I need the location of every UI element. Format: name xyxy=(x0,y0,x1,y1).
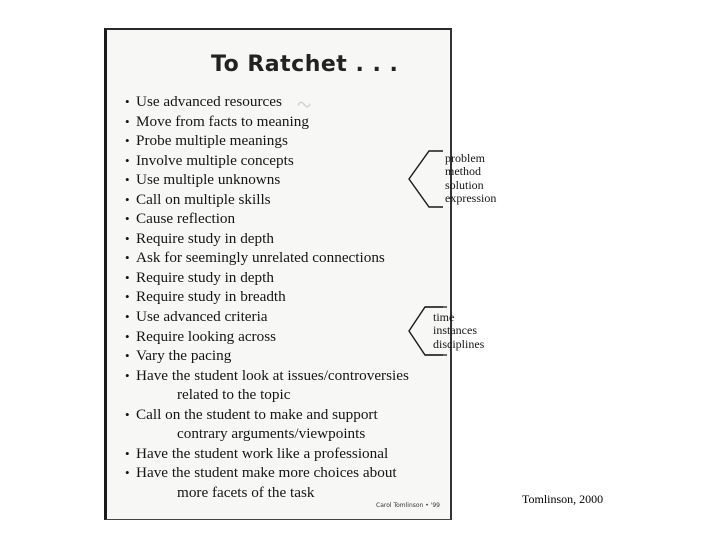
attribution: Tomlinson, 2000 xyxy=(522,492,604,506)
list-item xyxy=(125,385,409,405)
list-item-text: more facets of the task xyxy=(177,483,315,501)
list-item-text: Require looking across xyxy=(136,327,277,345)
list-item-text: Have the student make more choices about xyxy=(136,464,397,482)
list-item-text: Involve multiple concepts xyxy=(136,151,294,169)
list-item-text: contrary arguments/viewpoints xyxy=(177,425,366,443)
bullet-icon: • xyxy=(125,250,130,266)
bullet-icon: • xyxy=(125,172,130,188)
list-item-text: related to the topic xyxy=(177,386,291,404)
list-item-text: Require study in depth xyxy=(136,229,274,247)
bullet-list xyxy=(125,92,409,502)
list-item-text: Use multiple unknowns xyxy=(136,171,281,189)
list-item xyxy=(125,92,409,112)
list-item-text: Ask for seemingly unrelated connections xyxy=(136,249,385,267)
brace-item: time xyxy=(433,310,455,324)
list-item xyxy=(125,248,409,268)
list-item-text: Use advanced resources xyxy=(136,93,282,110)
list-item-text: Require study in breadth xyxy=(136,288,286,306)
list-item xyxy=(125,131,409,151)
list-item-text: Use advanced criteria xyxy=(136,308,268,326)
bullet-icon: • xyxy=(125,152,130,168)
list-item-text: Require study in depth xyxy=(136,268,274,286)
brace-item: expression xyxy=(445,191,497,206)
list-item-text: Have the student look at issues/controversies xyxy=(136,366,409,384)
page-title: To Ratchet . . . xyxy=(211,52,399,77)
list-item xyxy=(125,346,409,366)
brace-item: solution xyxy=(445,177,484,192)
list-item xyxy=(125,112,409,132)
bullet-icon: • xyxy=(125,230,130,246)
list-item xyxy=(125,327,409,347)
bullet-icon: • xyxy=(125,289,130,305)
list-item xyxy=(125,170,409,190)
bullet-icon: • xyxy=(125,269,130,285)
list-item xyxy=(125,209,409,229)
bullet-icon: • xyxy=(125,191,130,207)
scanned-page xyxy=(104,28,497,520)
list-item-text: Probe multiple meanings xyxy=(136,132,288,150)
bullet-icon: • xyxy=(125,328,130,344)
list-item-text: Have the student work like a professional xyxy=(136,444,389,462)
bullet-icon: • xyxy=(125,465,130,481)
bullet-icon: • xyxy=(125,348,130,364)
list-item xyxy=(125,366,409,386)
brace-item: problem xyxy=(445,151,485,165)
brace-item: disciplines xyxy=(433,336,485,351)
brace-item: method xyxy=(445,164,481,179)
scan-artifact: ~ xyxy=(294,88,315,121)
list-item xyxy=(125,268,409,288)
brace-unknowns xyxy=(407,149,547,211)
bullet-icon: • xyxy=(125,445,130,461)
list-item xyxy=(125,463,409,483)
bullet-icon: • xyxy=(125,113,130,129)
brace-item: instances xyxy=(433,323,477,338)
brace-unknowns-list xyxy=(445,152,496,206)
list-item xyxy=(125,483,409,503)
bullet-icon: • xyxy=(125,406,130,422)
list-item-text: Call on multiple skills xyxy=(136,190,271,208)
bullet-icon: • xyxy=(125,211,130,227)
list-item-text: Vary the pacing xyxy=(136,347,232,365)
list-item xyxy=(125,287,409,307)
bullet-icon: • xyxy=(125,309,130,325)
brace-across xyxy=(407,306,547,356)
bullet-icon: • xyxy=(125,367,130,383)
brace-icon xyxy=(407,149,447,211)
list-item-text: Cause reflection xyxy=(136,210,236,228)
list-item-text: Call on the student to make and support xyxy=(136,405,378,423)
list-item xyxy=(125,229,409,249)
list-item xyxy=(125,190,409,210)
brace-across-list xyxy=(433,311,484,351)
bullet-icon: • xyxy=(125,133,130,149)
list-item xyxy=(125,151,409,171)
bullet-icon: • xyxy=(125,94,130,109)
list-item xyxy=(125,424,409,444)
credit-line: Carol Tomlinson • '99 xyxy=(376,502,440,509)
list-item-text: Move from facts to meaning xyxy=(136,112,309,130)
list-item xyxy=(125,307,409,327)
list-item xyxy=(125,444,409,464)
list-item xyxy=(125,405,409,425)
